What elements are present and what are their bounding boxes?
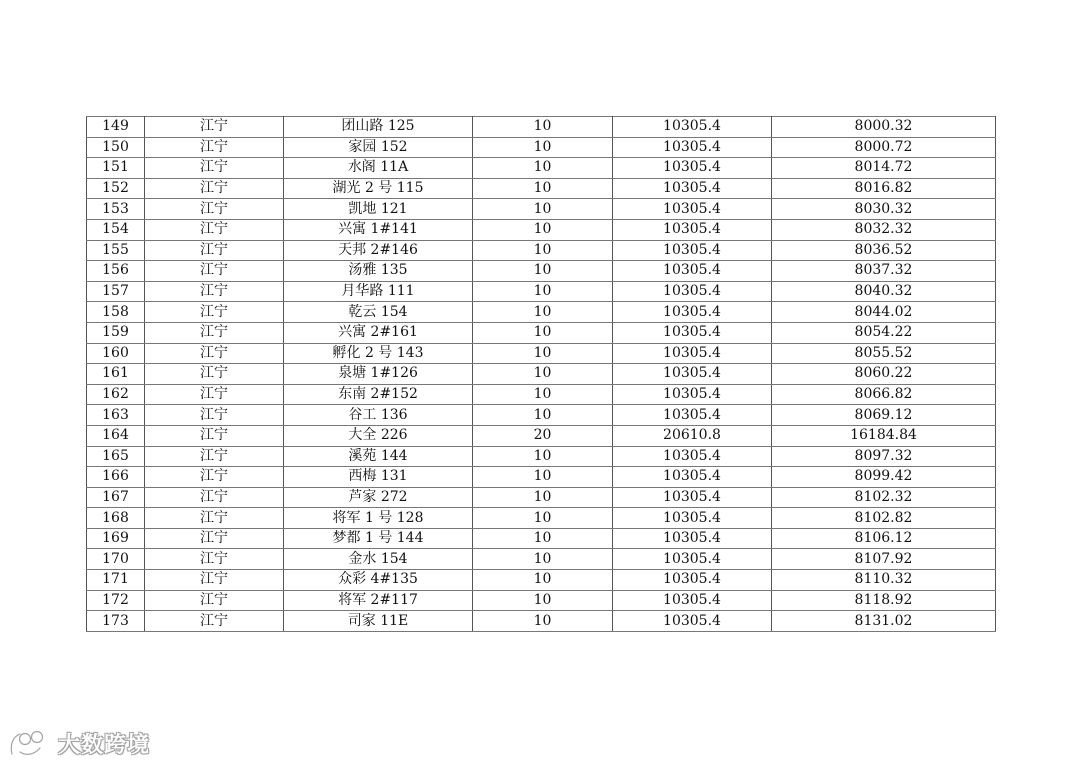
table-row — [87, 384, 996, 405]
standard-cell: 10305.4 — [613, 158, 772, 179]
amount-cell: 8107.92 — [772, 549, 996, 570]
district-cell: 江宁 — [145, 570, 284, 591]
name-cell: 司家 11E — [284, 611, 473, 632]
district-cell: 江宁 — [145, 528, 284, 549]
standard-cell: 10305.4 — [613, 240, 772, 261]
quantity-cell: 10 — [473, 549, 613, 570]
amount-cell: 8102.32 — [772, 487, 996, 508]
row-number-cell: 157 — [87, 281, 145, 302]
standard-cell: 20610.8 — [613, 425, 772, 446]
district-cell: 江宁 — [145, 405, 284, 426]
row-number-cell: 171 — [87, 570, 145, 591]
quantity-cell: 10 — [473, 364, 613, 385]
district-cell: 江宁 — [145, 508, 284, 529]
name-cell: 兴寓 1#141 — [284, 219, 473, 240]
district-cell: 江宁 — [145, 137, 284, 158]
amount-cell: 8066.82 — [772, 384, 996, 405]
district-cell: 江宁 — [145, 611, 284, 632]
name-cell: 凯地 121 — [284, 199, 473, 220]
row-number-cell: 150 — [87, 137, 145, 158]
name-cell: 湖光 2 号 115 — [284, 178, 473, 199]
name-cell: 金水 154 — [284, 549, 473, 570]
quantity-cell: 10 — [473, 261, 613, 282]
amount-cell: 8055.52 — [772, 343, 996, 364]
district-cell: 江宁 — [145, 549, 284, 570]
district-cell: 江宁 — [145, 467, 284, 488]
standard-cell: 10305.4 — [613, 302, 772, 323]
table-row — [87, 178, 996, 199]
amount-cell: 8037.32 — [772, 261, 996, 282]
standard-cell: 10305.4 — [613, 117, 772, 138]
table-row — [87, 528, 996, 549]
district-cell: 江宁 — [145, 302, 284, 323]
name-cell: 大全 226 — [284, 425, 473, 446]
amount-cell: 8000.72 — [772, 137, 996, 158]
standard-cell: 10305.4 — [613, 219, 772, 240]
name-cell: 西梅 131 — [284, 467, 473, 488]
table-row — [87, 446, 996, 467]
standard-cell: 10305.4 — [613, 178, 772, 199]
row-number-cell: 161 — [87, 364, 145, 385]
amount-cell: 8032.32 — [772, 219, 996, 240]
quantity-cell: 10 — [473, 446, 613, 467]
name-cell: 溪苑 144 — [284, 446, 473, 467]
name-cell: 月华路 111 — [284, 281, 473, 302]
name-cell: 乾云 154 — [284, 302, 473, 323]
row-number-cell: 156 — [87, 261, 145, 282]
district-cell: 江宁 — [145, 178, 284, 199]
row-number-cell: 152 — [87, 178, 145, 199]
standard-cell: 10305.4 — [613, 137, 772, 158]
row-number-cell: 151 — [87, 158, 145, 179]
table-row — [87, 137, 996, 158]
amount-cell: 8054.22 — [772, 322, 996, 343]
name-cell: 天邦 2#146 — [284, 240, 473, 261]
name-cell: 众彩 4#135 — [284, 570, 473, 591]
table-row — [87, 117, 996, 138]
row-number-cell: 158 — [87, 302, 145, 323]
table-row — [87, 219, 996, 240]
standard-cell: 10305.4 — [613, 611, 772, 632]
name-cell: 汤雅 135 — [284, 261, 473, 282]
table-row — [87, 199, 996, 220]
quantity-cell: 10 — [473, 302, 613, 323]
amount-cell: 8118.92 — [772, 590, 996, 611]
row-number-cell: 173 — [87, 611, 145, 632]
table-row — [87, 508, 996, 529]
row-number-cell: 166 — [87, 467, 145, 488]
amount-cell: 8060.22 — [772, 364, 996, 385]
standard-cell: 10305.4 — [613, 508, 772, 529]
standard-cell: 10305.4 — [613, 528, 772, 549]
standard-cell: 10305.4 — [613, 487, 772, 508]
name-cell: 谷工 136 — [284, 405, 473, 426]
quantity-cell: 10 — [473, 240, 613, 261]
row-number-cell: 153 — [87, 199, 145, 220]
row-number-cell: 169 — [87, 528, 145, 549]
amount-cell: 8106.12 — [772, 528, 996, 549]
standard-cell: 10305.4 — [613, 343, 772, 364]
table-body — [87, 117, 996, 632]
quantity-cell: 10 — [473, 467, 613, 488]
table-row — [87, 405, 996, 426]
amount-cell: 8097.32 — [772, 446, 996, 467]
name-cell: 东南 2#152 — [284, 384, 473, 405]
row-number-cell: 162 — [87, 384, 145, 405]
row-number-cell: 167 — [87, 487, 145, 508]
amount-cell: 8044.02 — [772, 302, 996, 323]
district-cell: 江宁 — [145, 487, 284, 508]
district-cell: 江宁 — [145, 261, 284, 282]
table-row — [87, 281, 996, 302]
table-row — [87, 425, 996, 446]
quantity-cell: 10 — [473, 199, 613, 220]
district-cell: 江宁 — [145, 117, 284, 138]
name-cell: 团山路 125 — [284, 117, 473, 138]
quantity-cell: 10 — [473, 405, 613, 426]
amount-cell: 8099.42 — [772, 467, 996, 488]
data-table — [86, 116, 996, 632]
amount-cell: 8110.32 — [772, 570, 996, 591]
watermark-text: 大数跨境 — [58, 732, 151, 758]
name-cell: 孵化 2 号 143 — [284, 343, 473, 364]
district-cell: 江宁 — [145, 219, 284, 240]
quantity-cell: 10 — [473, 178, 613, 199]
quantity-cell: 10 — [473, 590, 613, 611]
row-number-cell: 165 — [87, 446, 145, 467]
table-row — [87, 364, 996, 385]
district-cell: 江宁 — [145, 199, 284, 220]
district-cell: 江宁 — [145, 158, 284, 179]
row-number-cell: 149 — [87, 117, 145, 138]
table-row — [87, 343, 996, 364]
table-row — [87, 570, 996, 591]
quantity-cell: 10 — [473, 570, 613, 591]
standard-cell: 10305.4 — [613, 549, 772, 570]
standard-cell: 10305.4 — [613, 446, 772, 467]
name-cell: 梦都 1 号 144 — [284, 528, 473, 549]
name-cell: 将军 2#117 — [284, 590, 473, 611]
row-number-cell: 160 — [87, 343, 145, 364]
amount-cell: 8102.82 — [772, 508, 996, 529]
table-row — [87, 240, 996, 261]
amount-cell: 8069.12 — [772, 405, 996, 426]
standard-cell: 10305.4 — [613, 281, 772, 302]
standard-cell: 10305.4 — [613, 199, 772, 220]
table-row — [87, 302, 996, 323]
table-row — [87, 261, 996, 282]
table-row — [87, 467, 996, 488]
amount-cell: 8016.82 — [772, 178, 996, 199]
standard-cell: 10305.4 — [613, 384, 772, 405]
district-cell: 江宁 — [145, 425, 284, 446]
row-number-cell: 159 — [87, 322, 145, 343]
standard-cell: 10305.4 — [613, 364, 772, 385]
name-cell: 芦家 272 — [284, 487, 473, 508]
district-cell: 江宁 — [145, 364, 284, 385]
amount-cell: 8030.32 — [772, 199, 996, 220]
table-row — [87, 590, 996, 611]
row-number-cell: 170 — [87, 549, 145, 570]
name-cell: 兴寓 2#161 — [284, 322, 473, 343]
table-row — [87, 158, 996, 179]
dashuju-logo-icon — [8, 728, 52, 758]
district-cell: 江宁 — [145, 281, 284, 302]
name-cell: 泉塘 1#126 — [284, 364, 473, 385]
quantity-cell: 10 — [473, 343, 613, 364]
table-row — [87, 322, 996, 343]
amount-cell: 8014.72 — [772, 158, 996, 179]
name-cell: 水阁 11A — [284, 158, 473, 179]
quantity-cell: 20 — [473, 425, 613, 446]
quantity-cell: 10 — [473, 281, 613, 302]
name-cell: 家园 152 — [284, 137, 473, 158]
quantity-cell: 10 — [473, 137, 613, 158]
standard-cell: 10305.4 — [613, 570, 772, 591]
district-cell: 江宁 — [145, 446, 284, 467]
quantity-cell: 10 — [473, 322, 613, 343]
quantity-cell: 10 — [473, 158, 613, 179]
district-cell: 江宁 — [145, 590, 284, 611]
standard-cell: 10305.4 — [613, 467, 772, 488]
district-cell: 江宁 — [145, 322, 284, 343]
row-number-cell: 154 — [87, 219, 145, 240]
district-cell: 江宁 — [145, 343, 284, 364]
table-row — [87, 487, 996, 508]
quantity-cell: 10 — [473, 508, 613, 529]
district-cell: 江宁 — [145, 384, 284, 405]
quantity-cell: 10 — [473, 528, 613, 549]
standard-cell: 10305.4 — [613, 590, 772, 611]
standard-cell: 10305.4 — [613, 261, 772, 282]
amount-cell: 8040.32 — [772, 281, 996, 302]
amount-cell: 8000.32 — [772, 117, 996, 138]
name-cell: 将军 1 号 128 — [284, 508, 473, 529]
row-number-cell: 168 — [87, 508, 145, 529]
row-number-cell: 172 — [87, 590, 145, 611]
table-row — [87, 611, 996, 632]
quantity-cell: 10 — [473, 219, 613, 240]
amount-cell: 8036.52 — [772, 240, 996, 261]
standard-cell: 10305.4 — [613, 322, 772, 343]
quantity-cell: 10 — [473, 384, 613, 405]
quantity-cell: 10 — [473, 611, 613, 632]
standard-cell: 10305.4 — [613, 405, 772, 426]
amount-cell: 16184.84 — [772, 425, 996, 446]
quantity-cell: 10 — [473, 117, 613, 138]
district-cell: 江宁 — [145, 240, 284, 261]
table-row — [87, 549, 996, 570]
row-number-cell: 163 — [87, 405, 145, 426]
row-number-cell: 155 — [87, 240, 145, 261]
watermark — [8, 726, 150, 760]
quantity-cell: 10 — [473, 487, 613, 508]
row-number-cell: 164 — [87, 425, 145, 446]
amount-cell: 8131.02 — [772, 611, 996, 632]
